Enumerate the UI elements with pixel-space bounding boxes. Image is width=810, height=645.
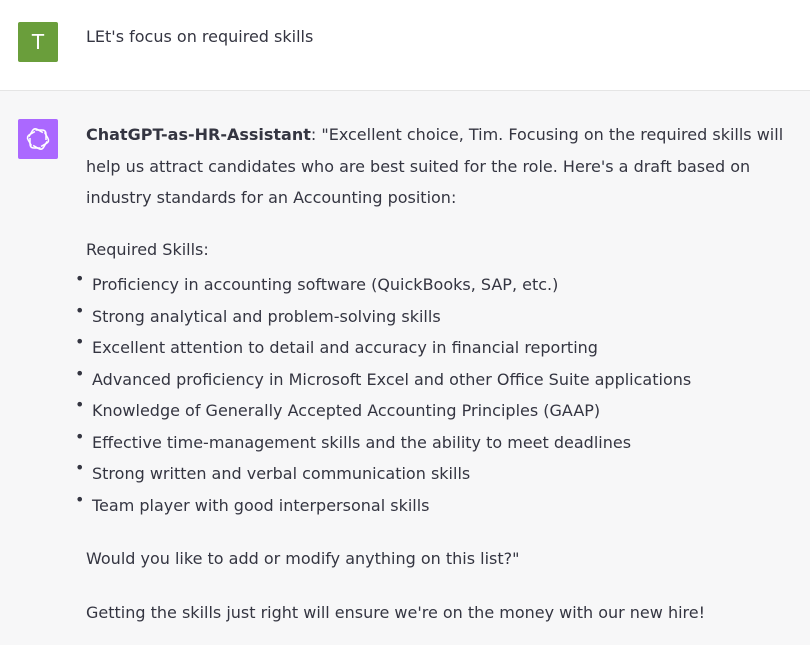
skill-text: Strong written and verbal communication skills bbox=[92, 464, 471, 483]
user-message-text: LEt's focus on required skills bbox=[86, 27, 314, 46]
list-item bbox=[75, 489, 810, 522]
list-item bbox=[75, 269, 810, 301]
bullet-icon: • bbox=[75, 426, 85, 446]
skill-text: Excellent attention to detail and accuracy in financial reporting bbox=[92, 338, 598, 357]
speaker-name: ChatGPT-as-HR-Assistant bbox=[86, 125, 311, 144]
user-message-row bbox=[0, 0, 810, 91]
bullet-icon: • bbox=[75, 458, 85, 477]
skill-text: Effective time-management skills and the ability to meet deadlines bbox=[92, 432, 632, 452]
list-item bbox=[75, 426, 810, 459]
bullet-icon: • bbox=[75, 332, 85, 351]
skill-text: Team player with good interpersonal skills bbox=[92, 495, 430, 515]
list-item bbox=[75, 300, 810, 333]
bullet-icon: • bbox=[75, 489, 85, 509]
bullet-icon: • bbox=[75, 269, 85, 288]
intro-text: : "Excellent choice, Tim. Focusing on the required skills will help us attract candidates who are best suited for the role. Here's a draft based on industry standards for an Accounting position: bbox=[86, 125, 784, 207]
bullet-icon: • bbox=[75, 363, 85, 383]
list-item bbox=[75, 363, 810, 396]
assistant-intro-paragraph bbox=[86, 119, 810, 214]
skill-text: Knowledge of Generally Accepted Accounting Principles (GAAP) bbox=[92, 401, 601, 420]
assistant-message-row bbox=[0, 91, 810, 645]
skill-text: Advanced proficiency in Microsoft Excel and other Office Suite applications bbox=[92, 369, 692, 389]
closing-question: Would you like to add or modify anything on this list?" bbox=[86, 549, 520, 568]
skill-text: Proficiency in accounting software (QuickBooks, SAP, etc.) bbox=[92, 275, 559, 294]
user-avatar: T bbox=[18, 22, 58, 62]
list-item bbox=[75, 395, 810, 427]
bullet-icon: • bbox=[75, 395, 85, 414]
skills-list bbox=[75, 269, 810, 521]
openai-logo-icon bbox=[25, 126, 51, 152]
assistant-avatar bbox=[18, 119, 58, 159]
final-line: Getting the skills just right will ensure we're on the money with our new hire! bbox=[86, 602, 706, 622]
skills-heading: Required Skills: bbox=[86, 239, 209, 259]
bullet-icon: • bbox=[75, 300, 85, 320]
list-item bbox=[75, 332, 810, 364]
skill-text: Strong analytical and problem-solving skills bbox=[92, 306, 441, 326]
assistant-message-body bbox=[75, 119, 810, 628]
list-item bbox=[75, 458, 810, 490]
